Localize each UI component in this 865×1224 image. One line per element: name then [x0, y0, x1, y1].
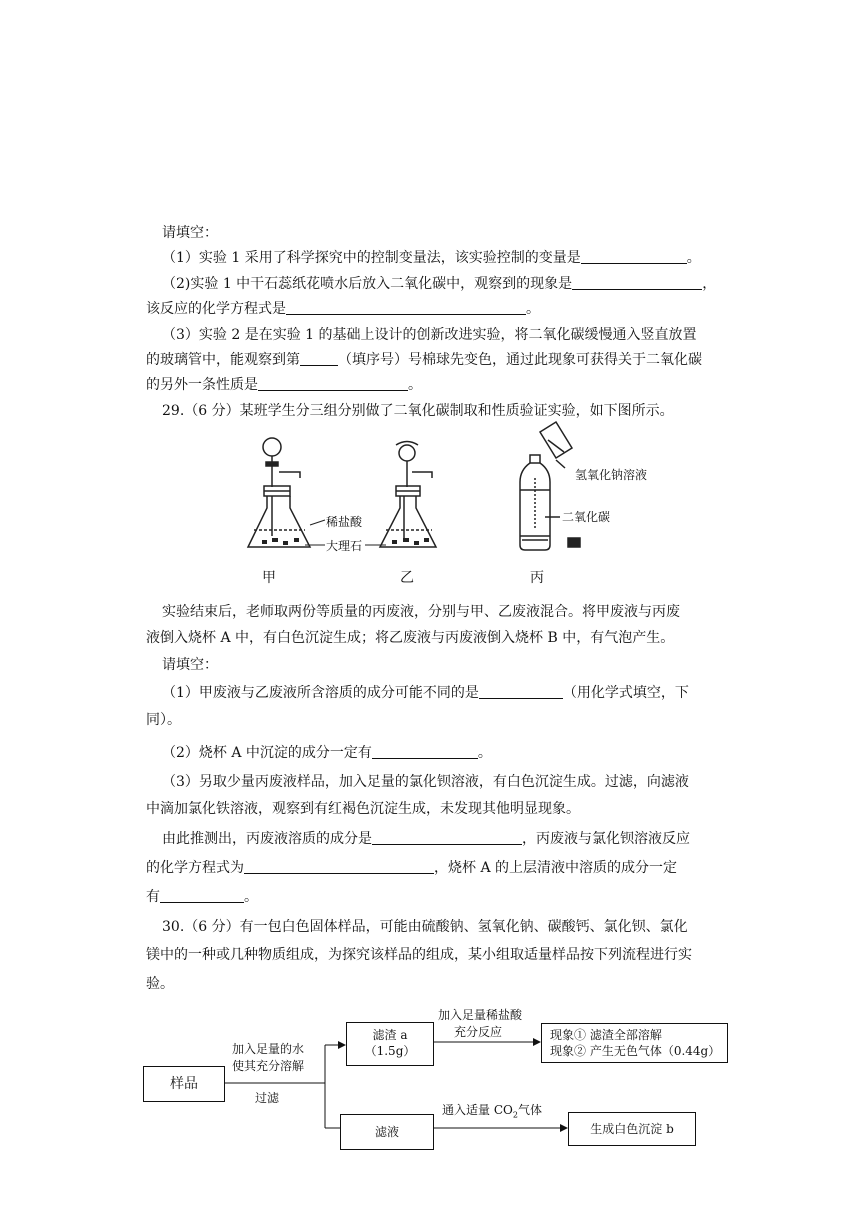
- label-co2: 二氧化碳: [562, 510, 611, 524]
- q30-stem-line3: 验。: [146, 976, 174, 992]
- arrow-to-residue: [338, 1041, 346, 1049]
- label-marble: 大理石: [326, 539, 363, 553]
- q28-part3-line1: （3）实验 2 是在实验 1 的基础上设计的创新改进实验，将二氧化碳缓慢通入竖直放置: [162, 327, 697, 343]
- flow-residue-box: [346, 1022, 434, 1066]
- flow-filtrate-box: [340, 1114, 434, 1150]
- q28-part3-text-b: （填序号）号棉球先变色，通过此现象可获得关于二氧化碳: [338, 352, 702, 368]
- flow-step2-line2: 充分反应: [454, 1025, 503, 1039]
- q30-stem-line2: 镁中的一种或几种物质组成，为探究该样品的组成，某小组取适量样品按下列流程进行实: [146, 947, 692, 963]
- q28-part2-text: （2)实验 1 中干石蕊纸花喷水后放入二氧化碳中，观察到的现象是: [162, 276, 573, 292]
- q29-sub3-end: 。: [244, 889, 258, 905]
- q29-fill-prompt: 请填空：: [162, 657, 218, 673]
- flow-sample-label: 样品: [170, 1076, 198, 1092]
- flow-phenomenon-2: 现象② 产生无色气体（0.44g）: [550, 1044, 721, 1058]
- flow-step3-label: [442, 1102, 542, 1123]
- flow-step2-line1: 加入足量稀盐酸: [438, 1008, 523, 1022]
- flow-sample-box: [143, 1066, 225, 1102]
- q29-sub2-text: （2）烧杯 A 中沉淀的成分一定有: [162, 745, 372, 761]
- q28-part3-text-a: 的玻璃管中，能观察到第: [146, 352, 300, 368]
- q28-part3-text-c: 的另外一条性质是: [146, 377, 258, 393]
- q29-stem: 29.（6 分）某班学生分三组分别做了二氧化碳制取和性质验证实验，如下图所示。: [162, 403, 674, 419]
- flow-phenomena-box: [541, 1023, 728, 1063]
- arrow-to-phenomena: [533, 1038, 541, 1046]
- flow-step1-line2: 使其充分溶解: [232, 1059, 305, 1073]
- flow-filter-label: 过滤: [255, 1091, 280, 1105]
- caption-jia: 甲: [262, 570, 276, 586]
- flow-precipitate-label: 生成白色沉淀 b: [590, 1122, 674, 1136]
- q29-para1-line2: 液倒入烧杯 A 中，有白色沉淀生成；将乙废液与丙废液倒入烧杯 B 中，有气泡产生。: [146, 630, 675, 646]
- q29-sub1-text: （1）甲废液与乙废液所含溶质的成分可能不同的是: [162, 685, 479, 701]
- caption-bing: 丙: [530, 570, 544, 586]
- q29-sub3-text-c: 由此推测出，丙废液溶质的成分是: [162, 831, 372, 847]
- flow-step1-line1: 加入足量的水: [232, 1042, 305, 1056]
- q29-sub3-text-d: 的化学方程式为: [146, 860, 244, 876]
- q28-fill-prompt: 请填空：: [162, 225, 218, 241]
- q29-sub3-text-d-end: ，烧杯 A 的上层清液中溶质的成分一定: [434, 860, 678, 876]
- q29-sub3-text-e: 有: [146, 889, 160, 905]
- q28-part1-text: （1）实验 1 采用了科学探究中的控制变量法，该实验控制的变量是: [162, 250, 581, 266]
- flow-filtrate-label: 滤液: [374, 1125, 399, 1139]
- flow-phenomenon-1: 现象① 滤渣全部溶解: [550, 1028, 662, 1042]
- q28-part2-end: 。: [526, 301, 540, 317]
- q28-part2-comma: ，: [702, 276, 717, 292]
- q29-sub3-line2: 中滴加氯化铁溶液，观察到有红褐色沉淀生成，未发现其他明显现象。: [146, 801, 580, 817]
- q30-stem-line1: 30.（6 分）有一包白色固体样品，可能由硫酸钠、氢氧化钠、碳酸钙、氯化钡、氯化: [162, 919, 688, 935]
- q29-sub3-text-c-end: ，丙废液与氯化钡溶液反应: [522, 831, 690, 847]
- q28-part2-eq-text: 该反应的化学方程式是: [146, 301, 286, 317]
- q29-sub1-note: （用化学式填空，下: [562, 685, 689, 701]
- flow-step3-sub: 2: [512, 1110, 518, 1120]
- flow-residue-mass: （1.5g）: [364, 1044, 416, 1058]
- arrow-to-precipitate: [560, 1124, 568, 1132]
- q29-para1-line1: 实验结束后，老师取两份等质量的丙废液，分别与甲、乙废液混合。将甲废液与丙废: [162, 604, 680, 620]
- q29-sub2-end: 。: [477, 745, 492, 761]
- q28-part3-end: 。: [408, 377, 422, 393]
- label-dilute-hcl: 稀盐酸: [326, 515, 363, 529]
- q29-sub1-line2: 同）。: [146, 712, 181, 728]
- flow-step3-pre: 通入适量 CO: [442, 1103, 513, 1117]
- label-naoh-solution: 氢氧化钠溶液: [575, 468, 648, 482]
- flow-precipitate-box: [568, 1112, 696, 1146]
- flow-residue-label: 滤渣 a: [372, 1028, 408, 1042]
- q29-sub3-line1: （3）另取少量丙废液样品，加入足量的氯化钡溶液，有白色沉淀生成。过滤，向滤液: [162, 774, 689, 790]
- q28-part1-end: 。: [686, 250, 701, 266]
- flow-step3-post: 气体: [517, 1103, 542, 1117]
- caption-yi: 乙: [400, 570, 414, 586]
